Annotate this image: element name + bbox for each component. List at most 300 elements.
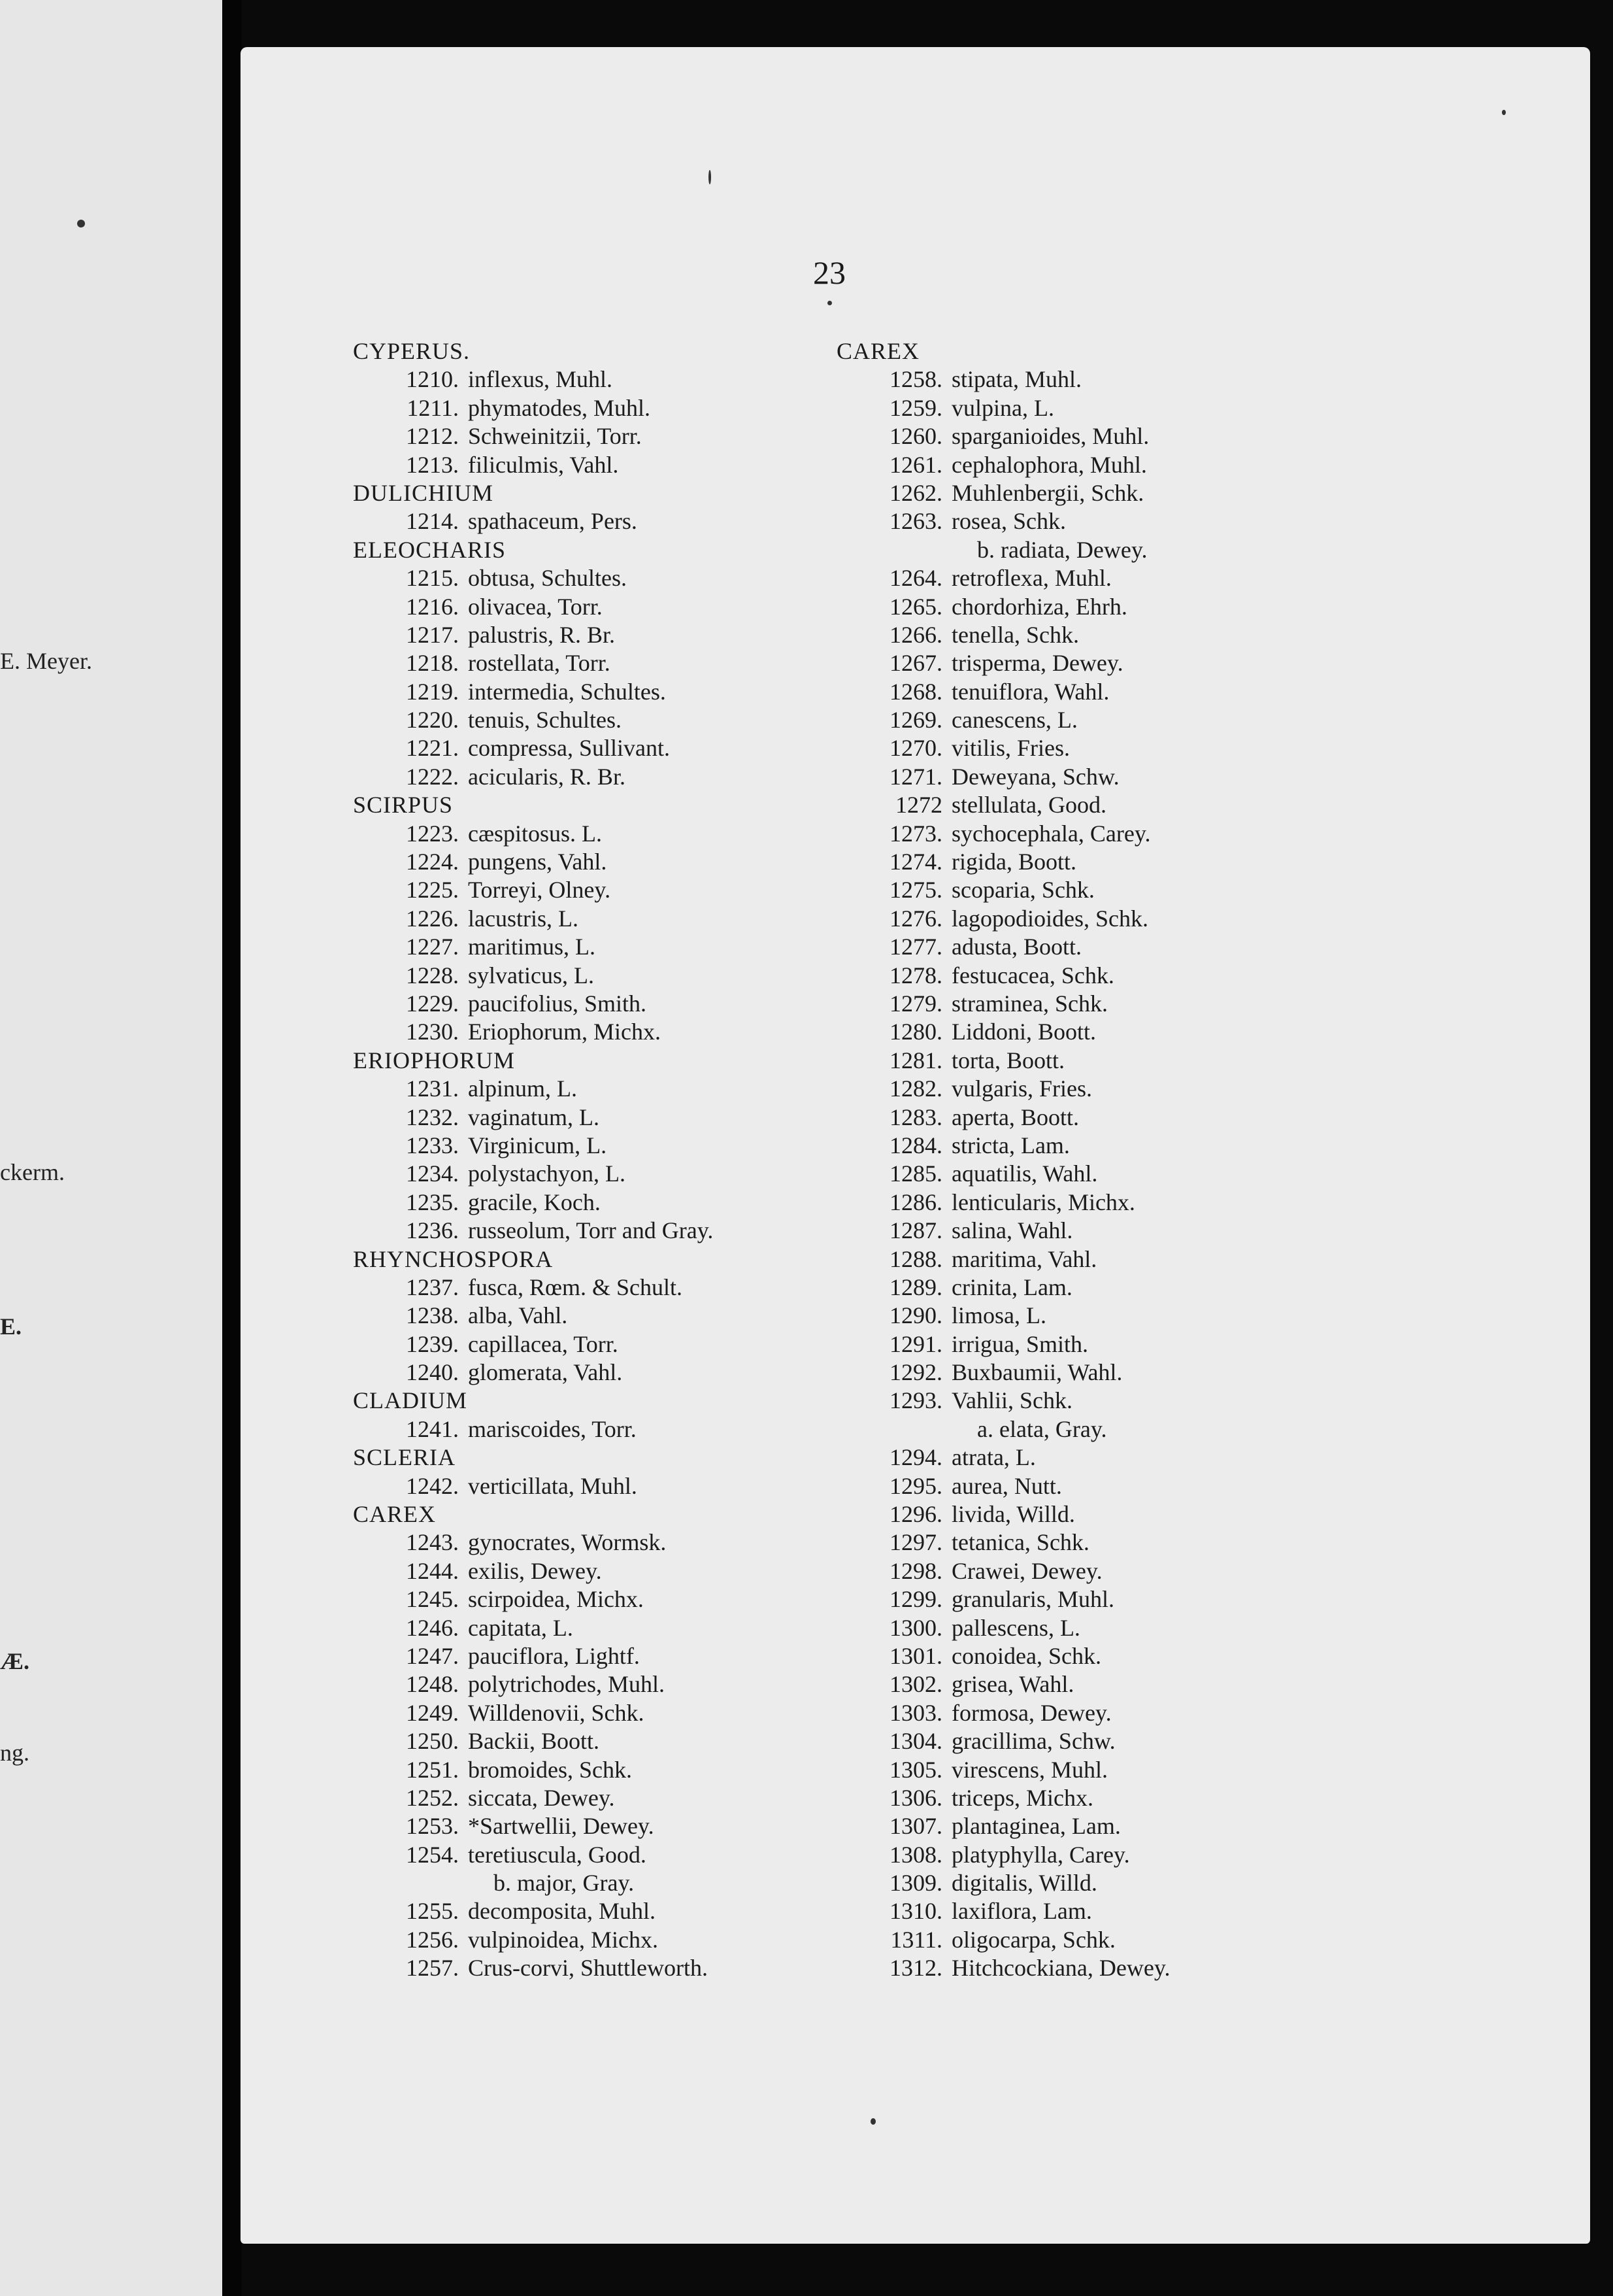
entry-number: 1293. (890, 1387, 942, 1414)
species-name: phymatodes, Muhl. (468, 394, 650, 421)
species-entry (837, 1387, 1171, 1415)
species-name: Torreyi, Olney. (468, 877, 611, 903)
genus-heading: SCLERIA (353, 1444, 456, 1471)
entry-number: 1227. (406, 934, 459, 960)
species-entry (837, 1359, 1171, 1387)
species-name: paucifolius, Smith. (468, 990, 646, 1017)
species-entry (353, 1954, 713, 1982)
species-name: canescens, L. (952, 707, 1078, 734)
entry-number: 1246. (406, 1614, 459, 1641)
entry-number: 1237. (406, 1274, 459, 1300)
left-column (353, 337, 713, 1983)
species-name: teretiuscula, Good. (468, 1841, 646, 1868)
species-entry (837, 365, 1171, 394)
entry-number: 1219. (406, 678, 459, 705)
entry-number: 1285. (890, 1160, 942, 1187)
species-name: maritimus, L. (468, 934, 595, 960)
entry-number: 1238. (406, 1302, 459, 1329)
genus-heading: CYPERUS. (353, 338, 471, 364)
genus-heading: ERIOPHORUM (353, 1047, 516, 1073)
genus-heading: RHYNCHOSPORA (353, 1245, 554, 1272)
species-name: russeolum, Torr and Gray. (468, 1217, 714, 1244)
species-name: crinita, Lam. (952, 1274, 1073, 1300)
entry-number: 1300. (890, 1614, 942, 1641)
species-entry (353, 1727, 713, 1755)
species-entry (353, 1528, 713, 1557)
species-name: livida, Willd. (952, 1501, 1075, 1528)
species-name: granularis, Muhl. (952, 1586, 1114, 1613)
species-entry (353, 621, 713, 649)
species-entry (353, 848, 713, 876)
species-name: tenuis, Schultes. (468, 707, 622, 734)
species-name: alpinum, L. (468, 1075, 577, 1102)
species-name: bromoides, Schk. (468, 1756, 632, 1783)
species-entry (837, 763, 1171, 791)
species-name: obtusa, Schultes. (468, 565, 627, 592)
entry-number: 1312. (890, 1955, 942, 1982)
species-entry (353, 1330, 713, 1359)
entry-number: 1224. (406, 849, 459, 875)
species-entry (837, 1869, 1171, 1897)
species-entry (353, 1160, 713, 1188)
species-name: trisperma, Dewey. (952, 650, 1123, 677)
species-entry (353, 1784, 713, 1812)
book-gutter (222, 0, 242, 2296)
species-name: Backii, Boott. (468, 1728, 599, 1755)
species-entry (837, 1699, 1171, 1727)
species-entry (837, 649, 1171, 677)
species-name: stellulata, Good. (952, 792, 1106, 819)
entry-number: 1310. (890, 1898, 942, 1925)
entry-number: 1228. (406, 962, 459, 988)
species-entry (837, 1614, 1171, 1642)
left-page-fragment: E. Meyer. (0, 648, 92, 674)
entry-number: 1243. (406, 1529, 459, 1556)
species-name: Willdenovii, Schk. (468, 1699, 644, 1726)
entry-number: 1268. (890, 678, 942, 705)
variety-entry: b. radiata, Dewey. (977, 536, 1148, 563)
species-entry (837, 1104, 1171, 1132)
entry-number: 1272 (895, 792, 942, 819)
entry-number: 1210. (406, 366, 459, 393)
species-name: gracile, Koch. (468, 1189, 601, 1215)
genus-heading: ELEOCHARIS (353, 536, 506, 563)
genus-heading: CAREX (353, 1501, 437, 1528)
entry-number: 1239. (406, 1330, 459, 1357)
entry-number: 1279. (890, 990, 942, 1017)
entry-number: 1258. (890, 366, 942, 393)
genus-heading: CLADIUM (353, 1387, 467, 1414)
species-name: acicularis, R. Br. (468, 763, 625, 790)
entry-number: 1274. (890, 849, 942, 875)
species-entry (837, 791, 1171, 819)
species-entry (837, 962, 1171, 990)
entry-number: 1256. (406, 1926, 459, 1953)
species-name: chordorhiza, Ehrh. (952, 593, 1127, 620)
species-name: sylvaticus, L. (468, 962, 594, 988)
entry-number: 1217. (406, 621, 459, 648)
entry-number: 1286. (890, 1189, 942, 1215)
species-entry (353, 734, 713, 762)
species-name: laxiflora, Lam. (952, 1898, 1092, 1925)
entry-number: 1306. (890, 1784, 942, 1811)
entry-number: 1287. (890, 1217, 942, 1244)
entry-number: 1216. (406, 593, 459, 620)
entry-number: 1212. (406, 423, 459, 450)
entry-number: 1266. (890, 621, 942, 648)
species-entry (837, 1557, 1171, 1585)
species-entry (353, 1670, 713, 1698)
entry-number: 1297. (890, 1529, 942, 1556)
entry-number: 1257. (406, 1955, 459, 1982)
species-name: glomerata, Vahl. (468, 1359, 623, 1386)
species-name: vulpinoidea, Michx. (468, 1926, 658, 1953)
right-column (837, 337, 1171, 1983)
species-entry (353, 1415, 713, 1443)
species-entry (837, 422, 1171, 450)
species-entry (353, 649, 713, 677)
species-name: oligocarpa, Schk. (952, 1926, 1116, 1953)
species-entry (353, 1642, 713, 1670)
species-entry (353, 763, 713, 791)
species-name: alba, Vahl. (468, 1302, 568, 1329)
species-entry (353, 1104, 713, 1132)
species-name: rostellata, Torr. (468, 650, 610, 677)
entry-number: 1309. (890, 1870, 942, 1897)
entry-number: 1223. (406, 820, 459, 847)
species-entry (353, 820, 713, 848)
species-name: pungens, Vahl. (468, 849, 607, 875)
entry-number: 1235. (406, 1189, 459, 1215)
species-entry (837, 848, 1171, 876)
entry-number: 1232. (406, 1104, 459, 1130)
entry-number: 1271. (890, 763, 942, 790)
species-entry (353, 1841, 713, 1869)
entry-number: 1301. (890, 1642, 942, 1669)
species-entry (353, 876, 713, 904)
entry-number: 1263. (890, 508, 942, 535)
species-name: stipata, Muhl. (952, 366, 1082, 393)
species-name: Hitchcockiana, Dewey. (952, 1955, 1171, 1982)
species-name: scoparia, Schk. (952, 877, 1095, 903)
species-name: Schweinitzii, Torr. (468, 423, 642, 450)
entry-number: 1220. (406, 707, 459, 734)
species-entry (353, 1897, 713, 1925)
species-entry (353, 990, 713, 1018)
species-entry (837, 1330, 1171, 1359)
species-name: formosa, Dewey. (952, 1699, 1112, 1726)
entry-number: 1211. (407, 394, 459, 421)
variety-entry: a. elata, Gray. (977, 1415, 1107, 1442)
species-entry (353, 1614, 713, 1642)
species-name: inflexus, Muhl. (468, 366, 612, 393)
species-entry (837, 479, 1171, 507)
species-entry (837, 1642, 1171, 1670)
species-entry (837, 1585, 1171, 1613)
species-entry (837, 734, 1171, 762)
genus-heading: DULICHIUM (353, 479, 493, 506)
species-entry (837, 1132, 1171, 1160)
species-entry (353, 1926, 713, 1954)
species-name: conoidea, Schk. (952, 1642, 1101, 1669)
species-name: festucacea, Schk. (952, 962, 1114, 988)
entry-number: 1288. (890, 1245, 942, 1272)
species-name: lagopodioides, Schk. (952, 905, 1148, 932)
species-name: torta, Boott. (952, 1047, 1065, 1073)
entry-number: 1284. (890, 1132, 942, 1158)
ink-speck (77, 220, 85, 228)
entry-number: 1307. (890, 1813, 942, 1840)
entry-number: 1273. (890, 820, 942, 847)
entry-number: 1290. (890, 1302, 942, 1329)
entry-number: 1289. (890, 1274, 942, 1300)
species-name: Deweyana, Schw. (952, 763, 1120, 790)
species-name: aurea, Nutt. (952, 1472, 1062, 1499)
entry-number: 1275. (890, 877, 942, 903)
species-entry (353, 564, 713, 592)
left-page-fragment: E. (0, 1313, 22, 1340)
species-name: tetanica, Schk. (952, 1529, 1089, 1556)
species-name: gynocrates, Wormsk. (468, 1529, 667, 1556)
species-name: capitata, L. (468, 1614, 573, 1641)
species-entry (353, 1274, 713, 1302)
entry-number: 1218. (406, 650, 459, 677)
species-entry (837, 1443, 1171, 1472)
species-name: palustris, R. Br. (468, 621, 616, 648)
left-page-fragment: ckerm. (0, 1159, 65, 1185)
entry-number: 1233. (406, 1132, 459, 1158)
genus-heading: CAREX (837, 338, 920, 364)
entry-number: 1230. (406, 1019, 459, 1045)
entry-number: 1291. (890, 1330, 942, 1357)
entry-number: 1302. (890, 1671, 942, 1698)
species-name: polytrichodes, Muhl. (468, 1671, 665, 1698)
species-entry (353, 1075, 713, 1103)
species-name: plantaginea, Lam. (952, 1813, 1121, 1840)
species-name: sychocephala, Carey. (952, 820, 1151, 847)
species-entry (837, 394, 1171, 422)
species-entry (353, 1217, 713, 1245)
species-entry (837, 1812, 1171, 1840)
species-name: pauciflora, Lightf. (468, 1642, 640, 1669)
entry-number: 1283. (890, 1104, 942, 1130)
entry-number: 1267. (890, 650, 942, 677)
species-entry (353, 1189, 713, 1217)
entry-number: 1261. (890, 451, 942, 478)
species-entry (837, 1954, 1171, 1982)
species-entry (837, 621, 1171, 649)
entry-number: 1276. (890, 905, 942, 932)
entry-number: 1264. (890, 565, 942, 592)
entry-number: 1252. (406, 1784, 459, 1811)
entry-number: 1213. (406, 451, 459, 478)
species-entry (837, 706, 1171, 734)
entry-number: 1280. (890, 1019, 942, 1045)
species-entry (837, 1926, 1171, 1954)
species-entry (353, 678, 713, 706)
entry-number: 1305. (890, 1756, 942, 1783)
species-entry (837, 1727, 1171, 1755)
entry-number: 1277. (890, 934, 942, 960)
species-name: platyphylla, Carey. (952, 1841, 1130, 1868)
species-entry (837, 1075, 1171, 1103)
species-entry (353, 1472, 713, 1500)
entry-number: 1308. (890, 1841, 942, 1868)
species-name: limosa, L. (952, 1302, 1046, 1329)
species-entry (353, 933, 713, 961)
ink-speck (1502, 110, 1506, 115)
species-entry (353, 1359, 713, 1387)
entry-number: 1278. (890, 962, 942, 988)
entry-number: 1299. (890, 1586, 942, 1613)
species-name: vulpina, L. (952, 394, 1054, 421)
species-entry (837, 1274, 1171, 1302)
species-entry (353, 1585, 713, 1613)
species-name: polystachyon, L. (468, 1160, 625, 1187)
entry-number: 1303. (890, 1699, 942, 1726)
species-entry (837, 451, 1171, 479)
species-entry (353, 394, 713, 422)
species-name: siccata, Dewey. (468, 1784, 615, 1811)
species-entry (837, 820, 1171, 848)
entry-number: 1229. (406, 990, 459, 1017)
species-entry (837, 1047, 1171, 1075)
species-entry (353, 593, 713, 621)
species-entry (353, 706, 713, 734)
species-name: Buxbaumii, Wahl. (952, 1359, 1123, 1386)
species-entry (837, 1897, 1171, 1925)
species-name: vitilis, Fries. (952, 735, 1071, 762)
species-name: sparganioides, Muhl. (952, 423, 1150, 450)
species-name: Vahlii, Schk. (952, 1387, 1073, 1414)
species-name: *Sartwellii, Dewey. (468, 1813, 654, 1840)
species-entry (837, 1189, 1171, 1217)
species-entry (837, 1528, 1171, 1557)
entry-number: 1311. (890, 1926, 942, 1953)
species-name: intermedia, Schultes. (468, 678, 666, 705)
species-name: verticillata, Muhl. (468, 1472, 637, 1499)
species-name: lenticularis, Michx. (952, 1189, 1135, 1215)
entry-number: 1221. (406, 735, 459, 762)
species-name: Virginicum, L. (468, 1132, 607, 1158)
species-name: rosea, Schk. (952, 508, 1066, 535)
species-name: tenella, Schk. (952, 621, 1079, 648)
species-name: adusta, Boott. (952, 934, 1082, 960)
entry-number: 1298. (890, 1557, 942, 1584)
species-name: grisea, Wahl. (952, 1671, 1074, 1698)
species-entry (353, 365, 713, 394)
species-name: vulgaris, Fries. (952, 1075, 1092, 1102)
species-name: virescens, Muhl. (952, 1756, 1108, 1783)
species-name: aquatilis, Wahl. (952, 1160, 1098, 1187)
entry-number: 1254. (406, 1841, 459, 1868)
entry-number: 1249. (406, 1699, 459, 1726)
left-page-fragment: Æ. (0, 1648, 29, 1674)
species-entry (353, 905, 713, 933)
entry-number: 1234. (406, 1160, 459, 1187)
page-number: 23 (813, 254, 846, 291)
species-entry (353, 1302, 713, 1330)
species-entry (837, 1500, 1171, 1528)
species-name: straminea, Schk. (952, 990, 1108, 1017)
entry-number: 1225. (406, 877, 459, 903)
entry-number: 1304. (890, 1728, 942, 1755)
species-name: retroflexa, Muhl. (952, 565, 1112, 592)
species-entry (837, 1472, 1171, 1500)
left-page-fragment: ng. (0, 1740, 29, 1766)
species-name: salina, Wahl. (952, 1217, 1073, 1244)
species-entry (837, 876, 1171, 904)
entry-number: 1281. (890, 1047, 942, 1073)
entry-number: 1214. (406, 508, 459, 535)
entry-number: 1247. (406, 1642, 459, 1669)
entry-number: 1231. (406, 1075, 459, 1102)
species-name: irrigua, Smith. (952, 1330, 1088, 1357)
species-entry (837, 990, 1171, 1018)
left-page-edge (0, 0, 222, 2296)
species-name: triceps, Michx. (952, 1784, 1093, 1811)
species-name: capillacea, Torr. (468, 1330, 618, 1357)
species-entry (837, 905, 1171, 933)
entry-number: 1265. (890, 593, 942, 620)
species-entry (353, 1699, 713, 1727)
species-entry (353, 962, 713, 990)
species-entry (837, 564, 1171, 592)
species-name: tenuiflora, Wahl. (952, 678, 1110, 705)
entry-number: 1236. (406, 1217, 459, 1244)
species-entry (353, 1132, 713, 1160)
entry-number: 1251. (406, 1756, 459, 1783)
entry-number: 1222. (406, 763, 459, 790)
entry-number: 1292. (890, 1359, 942, 1386)
species-name: Crus-corvi, Shuttleworth. (468, 1955, 708, 1982)
species-name: Muhlenbergii, Schk. (952, 479, 1144, 506)
species-name: olivacea, Torr. (468, 593, 603, 620)
species-entry (837, 1245, 1171, 1274)
species-entry (837, 1302, 1171, 1330)
entry-number: 1269. (890, 707, 942, 734)
entry-number: 1295. (890, 1472, 942, 1499)
species-name: scirpoidea, Michx. (468, 1586, 644, 1613)
species-name: atrata, L. (952, 1444, 1036, 1471)
entry-number: 1259. (890, 394, 942, 421)
entry-number: 1242. (406, 1472, 459, 1499)
ink-speck (708, 170, 711, 184)
entry-number: 1250. (406, 1728, 459, 1755)
species-entry (353, 1557, 713, 1585)
entry-number: 1255. (406, 1898, 459, 1925)
species-entry (837, 933, 1171, 961)
species-name: exilis, Dewey. (468, 1557, 602, 1584)
species-name: decomposita, Muhl. (468, 1898, 656, 1925)
species-name: pallescens, L. (952, 1614, 1080, 1641)
species-name: cæspitosus. L. (468, 820, 603, 847)
entry-number: 1245. (406, 1586, 459, 1613)
species-name: maritima, Vahl. (952, 1245, 1097, 1272)
entry-number: 1248. (406, 1671, 459, 1698)
entry-number: 1270. (890, 735, 942, 762)
species-name: lacustris, L. (468, 905, 578, 932)
entry-number: 1226. (406, 905, 459, 932)
species-entry (353, 451, 713, 479)
species-name: gracillima, Schw. (952, 1728, 1116, 1755)
species-entry (837, 1217, 1171, 1245)
species-name: digitalis, Willd. (952, 1870, 1097, 1897)
species-name: Eriophorum, Michx. (468, 1019, 661, 1045)
species-name: filiculmis, Vahl. (468, 451, 619, 478)
species-name: compressa, Sullivant. (468, 735, 670, 762)
species-entry (353, 1756, 713, 1784)
